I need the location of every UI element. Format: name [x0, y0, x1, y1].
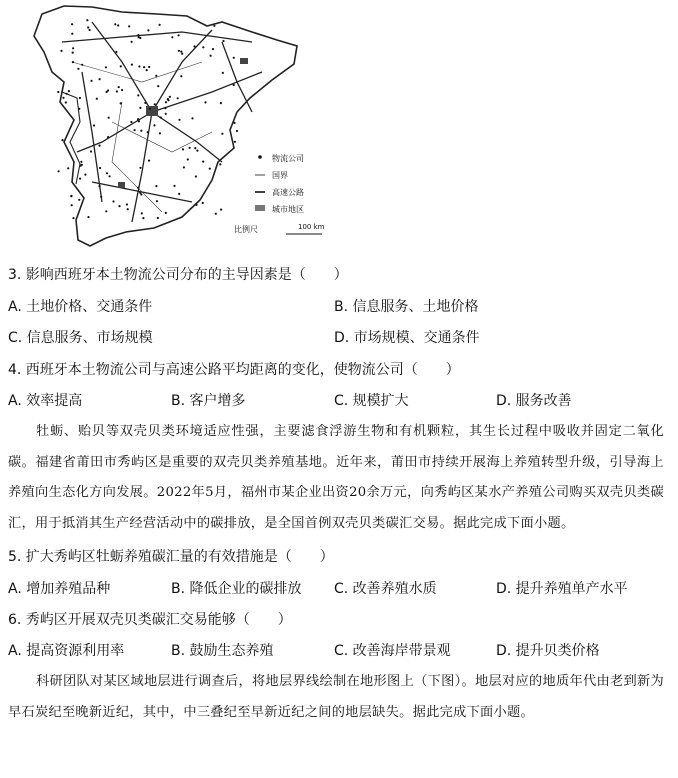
logistics-company-dot [165, 101, 167, 103]
logistics-company-dot [215, 213, 217, 215]
logistics-company-dot [99, 167, 101, 169]
legend-label-0: 物流公司 [272, 154, 304, 163]
logistics-company-dot [80, 161, 82, 163]
logistics-company-dot [233, 122, 235, 124]
logistics-company-dot [131, 41, 133, 43]
logistics-company-dot [234, 141, 236, 143]
logistics-company-dot [181, 53, 183, 55]
logistics-company-dot [155, 185, 157, 187]
logistics-company-dot [137, 118, 139, 120]
logistics-company-dot [116, 90, 118, 92]
logistics-company-dot [130, 121, 132, 123]
question-5-option-a: A. 增加养殖品种 [8, 581, 111, 597]
logistics-company-dot [159, 132, 161, 134]
question-4-option-c: C. 规模扩大 [334, 393, 409, 409]
logistics-company-dot [105, 66, 107, 68]
logistics-company-dot [178, 50, 180, 52]
logistics-company-dot [139, 192, 141, 194]
logistics-company-dot [195, 175, 197, 177]
logistics-company-dot [62, 97, 64, 99]
logistics-company-dot [148, 160, 150, 162]
logistics-company-dot [86, 19, 88, 21]
logistics-company-dot [183, 166, 185, 168]
logistics-company-dot [165, 113, 167, 115]
question-4-option-d: D. 服务改善 [496, 393, 572, 409]
question-5-option-d: D. 提升养殖单产水平 [496, 581, 628, 597]
logistics-company-dot [134, 129, 136, 131]
logistics-company-dot [137, 34, 139, 36]
logistics-company-dot [141, 212, 143, 214]
logistics-company-dot [72, 61, 74, 63]
logistics-company-dot [79, 97, 81, 99]
logistics-company-dot [87, 26, 89, 28]
question-6-option-b: B. 鼓励生态养殖 [171, 643, 274, 659]
logistics-company-dot [142, 217, 144, 219]
logistics-company-dot [67, 167, 69, 169]
logistics-company-dot [222, 40, 224, 42]
logistics-company-dot [89, 29, 91, 31]
logistics-company-dot [171, 36, 173, 38]
logistics-company-dot [159, 24, 161, 26]
passage-oyster-carbon-sink: 牡蛎、贻贝等双壳贝类环境适应性强，主要滤食浮游生物和有机颗粒，其生长过程中吸收并固定二氧化碳。福建省莆田市秀屿区是重要的双壳贝类养殖基地。近年来，莆田市持续开展海上养殖转型升级，引导海上养殖向生态化方向发展。2022年5月，福州市某企业出资20余万元，向秀屿区某水产养殖公司购买双壳贝类碳汇，用于抵消其生产经营活动中的碳排放，是全国首例双壳贝类碳汇交易。据此完成下面小题。 [8, 424, 664, 531]
logistics-company-dot [131, 64, 133, 66]
logistics-company-dot [204, 101, 206, 103]
logistics-company-dot [70, 195, 72, 197]
logistics-company-dot [222, 72, 224, 74]
legend-dot-icon [258, 155, 262, 159]
logistics-company-dot [193, 45, 195, 47]
logistics-company-dot [100, 196, 102, 198]
question-3-option-d: D. 市场规模、交通条件 [334, 330, 480, 346]
logistics-company-dot [98, 145, 100, 147]
logistics-company-dot [202, 46, 204, 48]
logistics-company-dot [107, 89, 109, 91]
logistics-company-dot [128, 25, 130, 27]
logistics-company-dot [72, 52, 74, 54]
logistics-company-dot [202, 202, 204, 204]
question-3-option-c: C. 信息服务、市场规模 [8, 330, 153, 346]
logistics-company-dot [98, 185, 100, 187]
legend-label-1: 国界 [272, 171, 288, 180]
logistics-company-dot [138, 120, 140, 122]
logistics-company-dot [77, 68, 79, 70]
logistics-company-dot [114, 23, 116, 25]
logistics-company-dot [182, 148, 184, 150]
logistics-company-dot [233, 57, 235, 59]
logistics-company-dot [118, 205, 120, 207]
logistics-company-dot [78, 199, 80, 201]
logistics-company-dot [115, 51, 117, 53]
logistics-company-dot [220, 209, 222, 211]
logistics-company-dot [118, 86, 120, 88]
logistics-company-dot [139, 107, 141, 109]
logistics-company-dot [212, 48, 214, 50]
logistics-company-dot [180, 51, 182, 53]
logistics-company-dot [219, 163, 221, 165]
logistics-company-dot [72, 217, 74, 219]
question-3-option-b: B. 信息服务、土地价格 [334, 299, 479, 315]
logistics-company-dot [154, 103, 156, 105]
scale-label: 比例尺 [234, 225, 258, 234]
logistics-company-dot [71, 33, 73, 35]
logistics-company-dot [140, 130, 142, 132]
logistics-company-dot [107, 136, 109, 138]
map-legend [234, 153, 325, 234]
logistics-company-dot [137, 187, 139, 189]
logistics-company-dot [144, 102, 146, 104]
logistics-company-dots [57, 19, 238, 219]
logistics-company-dot [160, 116, 162, 118]
question-5-option-b: B. 降低企业的碳排放 [171, 581, 302, 597]
logistics-company-dot [147, 29, 149, 31]
legend-label-2: 高速公路 [272, 188, 304, 197]
question-3-stem: 3. 影响西班牙本土物流公司分布的主导因素是（ ） [8, 267, 348, 283]
logistics-company-dot [221, 133, 223, 135]
logistics-company-dot [71, 23, 73, 25]
logistics-company-dot [105, 210, 107, 212]
logistics-company-dot [165, 212, 167, 214]
logistics-company-dot [210, 55, 212, 57]
logistics-company-dot [68, 90, 70, 92]
logistics-company-dot [177, 97, 179, 99]
question-3-option-a: A. 土地价格、交通条件 [8, 299, 153, 315]
question-6-option-a: A. 提高资源利用率 [8, 643, 125, 659]
logistics-company-dot [60, 50, 62, 52]
spain-logistics-map [22, 2, 332, 252]
question-4-option-a: A. 效率提高 [8, 393, 83, 409]
logistics-company-dot [108, 117, 110, 119]
logistics-company-dot [148, 66, 150, 68]
logistics-company-dot [87, 216, 89, 218]
logistics-company-dot [138, 36, 140, 38]
logistics-company-dot [178, 193, 180, 195]
logistics-company-dot [196, 150, 198, 152]
logistics-company-dot [106, 172, 108, 174]
logistics-company-dot [149, 108, 151, 110]
logistics-company-dot [202, 161, 204, 163]
scale-value: 100 km [298, 223, 325, 231]
logistics-company-dot [164, 107, 166, 109]
logistics-company-dot [194, 147, 196, 149]
highway-network [62, 22, 262, 222]
logistics-company-dot [84, 174, 86, 176]
question-6-option-d: D. 提升贝类价格 [496, 643, 600, 659]
question-5-option-c: C. 改善养殖水质 [334, 581, 437, 597]
logistics-company-dot [155, 75, 157, 77]
logistics-company-dot [99, 78, 101, 80]
logistics-company-dot [189, 147, 191, 149]
logistics-company-dot [220, 102, 222, 104]
logistics-company-dot [191, 117, 193, 119]
logistics-company-dot [65, 101, 67, 103]
logistics-company-dot [169, 96, 171, 98]
question-6-stem: 6. 秀屿区开展双壳贝类碳汇交易能够（ ） [8, 612, 292, 628]
logistics-company-dot [120, 65, 122, 67]
logistics-company-dot [96, 98, 98, 100]
logistics-company-dot [157, 217, 159, 219]
logistics-company-dot [173, 185, 175, 187]
logistics-company-dot [117, 24, 119, 26]
logistics-company-dot [90, 150, 92, 152]
logistics-company-dot [137, 94, 139, 96]
logistics-company-dot [112, 200, 114, 202]
question-6-option-c: C. 改善海岸带景观 [334, 643, 451, 659]
logistics-company-dot [127, 208, 129, 210]
logistics-company-dot [156, 200, 158, 202]
logistics-company-dot [195, 204, 197, 206]
logistics-company-dot [178, 119, 180, 121]
logistics-company-dot [178, 34, 180, 36]
logistics-company-dot [126, 203, 128, 205]
legend-label-3: 城市地区 [272, 205, 304, 214]
logistics-company-dot [58, 170, 60, 172]
logistics-company-dot [143, 66, 145, 68]
logistics-company-dot [121, 89, 123, 91]
logistics-company-dot [120, 102, 122, 104]
logistics-company-dot [66, 93, 68, 95]
logistics-company-dot [180, 75, 182, 77]
logistics-company-dot [187, 158, 189, 160]
logistics-company-dot [209, 168, 211, 170]
logistics-company-dot [157, 85, 159, 87]
logistics-company-dot [81, 64, 83, 66]
passage-strata-survey: 科研团队对某区域地层进行调查后，将地层界线绘制在地形图上（下图）。地层对应的地质年代由老到新为早石炭纪至晚新近纪，其中，中三叠纪至早新近纪之间的地层缺失。据此完成下面小题。 [8, 674, 664, 720]
logistics-company-dot [153, 124, 155, 126]
logistics-company-dot [236, 130, 238, 132]
question-5-stem: 5. 扩大秀屿区牡蛎养殖碳汇量的有效措施是（ ） [8, 549, 334, 565]
logistics-company-dot [146, 69, 148, 71]
logistics-company-dot [72, 47, 74, 49]
question-4-option-b: B. 客户增多 [171, 393, 246, 409]
logistics-company-dot [233, 84, 235, 86]
logistics-company-dot [78, 108, 80, 110]
logistics-company-dot [93, 124, 95, 126]
logistics-company-dot [109, 175, 111, 177]
logistics-company-dot [90, 80, 92, 82]
logistics-company-dot [139, 167, 141, 169]
logistics-company-dot [61, 139, 63, 141]
logistics-company-dot [147, 131, 149, 133]
legend-hatched-box-icon [255, 205, 265, 211]
logistics-company-dot [57, 91, 59, 93]
logistics-company-dot [167, 98, 169, 100]
logistics-company-dot [213, 25, 215, 27]
logistics-company-dot [71, 204, 73, 206]
logistics-company-dot [138, 65, 140, 67]
question-4-stem: 4. 西班牙本土物流公司与高速公路平均距离的变化，使物流公司（ ） [8, 362, 460, 378]
city-areas [118, 58, 248, 188]
logistics-company-dot [81, 164, 83, 166]
logistics-company-dot [79, 178, 81, 180]
